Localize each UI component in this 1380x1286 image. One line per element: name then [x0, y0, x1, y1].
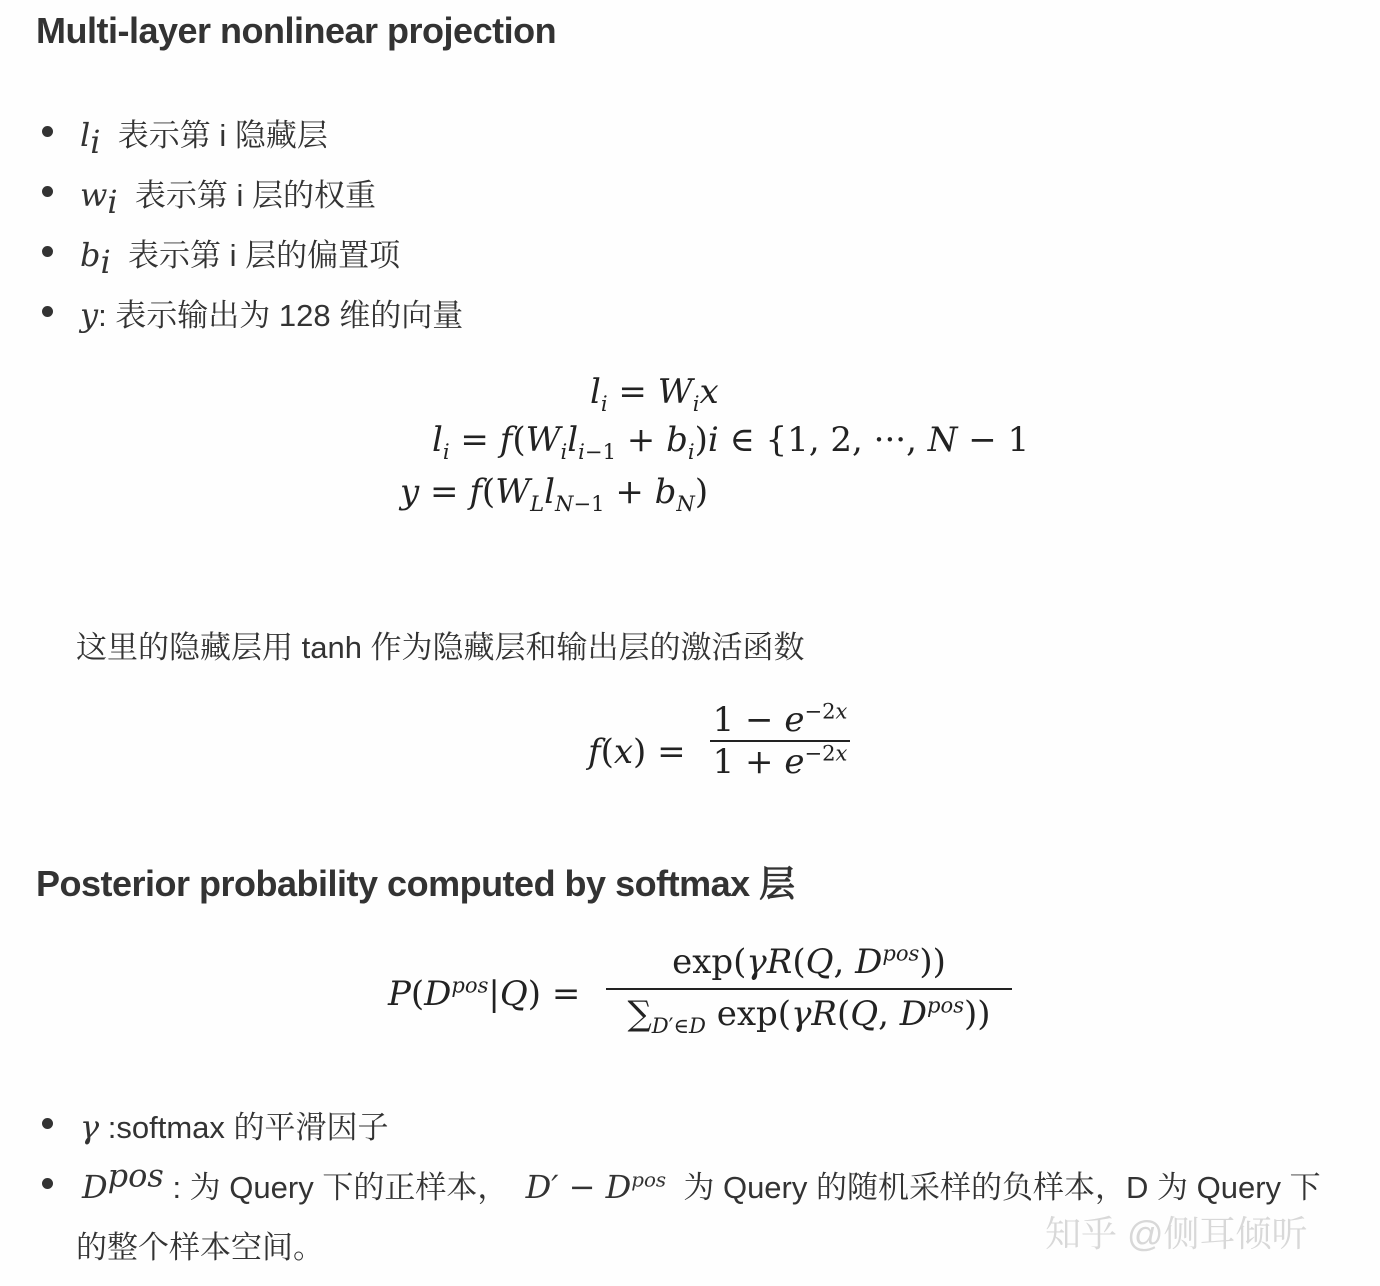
bullet-text: 表示第 i 层的偏置项: [127, 238, 401, 273]
equation-lhs: $P(D^{pos}|Q)$ =: [388, 972, 581, 1014]
list-item: [82, 1156, 1321, 1207]
math-symbol: γ: [80, 1108, 100, 1146]
math-symbol: l: [80, 116, 91, 154]
bullet-dot: [42, 1118, 53, 1129]
math-symbol: D: [82, 1168, 108, 1206]
equation-lhs: f(x) =: [588, 732, 686, 772]
bullet-dot: [42, 306, 53, 317]
section-title-projection: Multi-layer nonlinear projection: [36, 10, 557, 51]
bullet-text: 表示第 i 隐藏层: [117, 118, 328, 153]
equation-3: $y = f(W_Ll_{N-1} + b_N)$: [400, 472, 709, 516]
list-item: [80, 1102, 389, 1147]
list-item: [80, 290, 463, 335]
fraction-numerator: exp(γR(Q, $D^{pos}$)): [672, 940, 946, 982]
math-subscript: i: [100, 243, 111, 282]
bullet-dot: [42, 1178, 53, 1189]
bullet-dot: [42, 246, 53, 257]
bullet-text: 表示第 i 层的权重: [134, 178, 376, 213]
list-item: [80, 230, 401, 282]
math-symbol: y: [80, 296, 99, 334]
bullet-dot: [42, 186, 53, 197]
math-subscript: i: [107, 183, 118, 222]
math-subscript: i: [90, 123, 101, 162]
section-title-posterior: Posterior probability computed by softmax 层: [36, 863, 795, 904]
math-expression: $D' - D^{pos}$: [525, 1168, 667, 1206]
bullet-text: : 为 Query 下的正样本，: [172, 1170, 509, 1205]
fraction-numerator: $1 - e^{-2x}$: [712, 698, 848, 740]
watermark: 知乎 @侧耳倾听: [1045, 1213, 1308, 1254]
equation-2: $l_i = f(W_il_{i-1} + b_i)i$ ∈ {1, 2, ···, N − 1: [432, 420, 1030, 464]
bullet-text: : 表示输出为 128 维的向量: [98, 298, 464, 333]
equation-fraction: [606, 940, 1012, 1038]
equation-fraction: [710, 700, 850, 782]
bullet-text: 为 Query 的随机采样的负样本，D 为 Query 下: [683, 1170, 1321, 1205]
fraction-denominator: $\sum_{D'\in D}$ exp(γR(Q, $D^{pos}$)): [627, 992, 991, 1038]
list-item: [80, 170, 376, 222]
bullet-text: :softmax 的平滑因子: [107, 1110, 389, 1145]
fraction-bar: [606, 988, 1012, 990]
fraction-denominator: $1 + e^{-2x}$: [712, 740, 848, 782]
math-superscript: pos: [107, 1156, 164, 1195]
paragraph-activation: 这里的隐藏层用 tanh 作为隐藏层和输出层的激活函数: [76, 630, 805, 665]
math-symbol: b: [80, 236, 101, 274]
bullet-dot: [42, 126, 53, 137]
math-symbol: w: [80, 176, 108, 214]
equation-1: $l_i = W_ix$: [590, 372, 719, 416]
list-item: [80, 110, 328, 162]
list-item-continuation: 的整个样本空间。: [76, 1230, 324, 1265]
